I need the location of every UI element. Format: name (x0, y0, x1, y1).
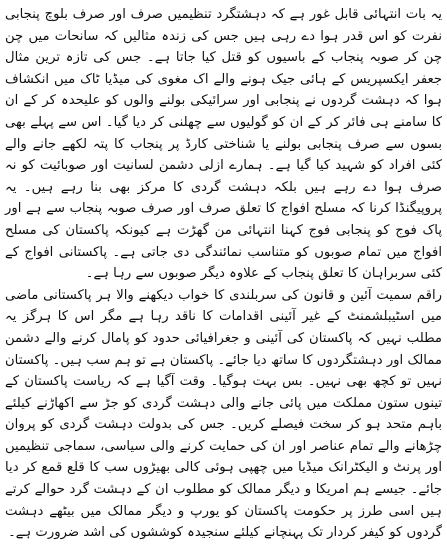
article-paragraph-2: راقم سمیت آئین و قانون کی سربلندی کا خواب دیکھنے والا ہر پاکستانی ماضی میں اسٹیبلشمنٹ کے غیر آئینی اقدامات کا ناقد رہا ہے مگر اس کا ہرگز یہ مطلب نہیں کہ پاکستان کی آئینی و جغرافیائی حدود کو پامال کرنے والے دشمن ممالک اور دہشتگردوں کا ساتھ دیا جائے۔ پاکستان ہے تو ہم سب ہیں۔ پاکستان نہیں تو کچھ بھی نہیں۔ بس بہت ہوگیا۔ وقت آگیا ہے کہ ریاست پاکستان کے تینوں ستون مملکت میں پائی جانے والی دہشت گردی کو جڑ سے اکھاڑنے کیلئے باہم متحد ہو کر سخت فیصلے کریں۔ جس کی بدولت دہشت گردی کو پروان چڑھانے والے تمام عناصر اور ان کی حمایت کرنے والی سیاسی، سماجی تنظیمیں اور پرنٹ و الیکٹرانک میڈیا میں چھپی ہوئی کالی بھیڑوں سب کا قلع قمع کر دیا جائے۔ جیسے ہم امریکا و دیگر ممالک کو مطلوب ان کے دہشت گرد حوالے کرتے ہیں اسی طرز پر حکومت پاکستان کو یورپ و دیگر ممالک میں بیٹھے دہشت گردوں کو کیفر کردار تک پہنچانے کیلئے سنجیدہ کوششوں کی اشد ضرورت ہے۔ (5, 287, 442, 541)
article-paragraph-1: یہ بات انتہائی قابل غور ہے کہ دہشتگرد تنظیمیں صرف اور صرف بلوچ پنجابی نفرت کو اس قدر ہوا دے رہی ہیں جس کی زندہ مثالیں کہ سانحات میں چن چن کر صوبہ پنجاب کے باسیوں کو قتل کیا جاتا ہے۔ جس کی تازہ ترین مثال جعفر ایکسپریس کے ہائی جیک ہونے والے اک مغوی کی میڈیا ٹاک میں انکشاف ہوا کہ دہشت گردوں نے پنجابی اور سرائیکی بولنے والوں کو علیحدہ کر کے ان کا سامنے ہی فائر کر کے ان کو گولیوں سے چھلنی کر دیا گیا۔ اس سے پہلے بھی بسوں سے صرف پنجابی بولنے یا شناختی کارڈ پر پنجاب کا پتہ لکھے جانے والے کئی افراد کو شہید کیا گیا ہے۔ ہمارے ازلی دشمن لسانیت اور صوبائیت کو نہ صرف ہوا دے رہے ہیں بلکہ دہشت گردی کا مرکز بھی بنا رہے ہیں۔ یہ پروپیگنڈا کرنا کہ مسلح افواج کا تعلق صرف اور صرف صوبہ پنجاب سے ہے اور پاک فوج کو پنجابی فوج کہنا انتہائی من گھڑت ہے کیونکہ پاکستان کی مسلح افواج میں تمام صوبوں کو متناسب نمائندگی دی جاتی ہے۔ پاکستانی افواج کے کئی سربراہان کا تعلق پنجاب کے علاوہ دیگر صوبوں سے رہا ہے۔ (5, 7, 442, 282)
